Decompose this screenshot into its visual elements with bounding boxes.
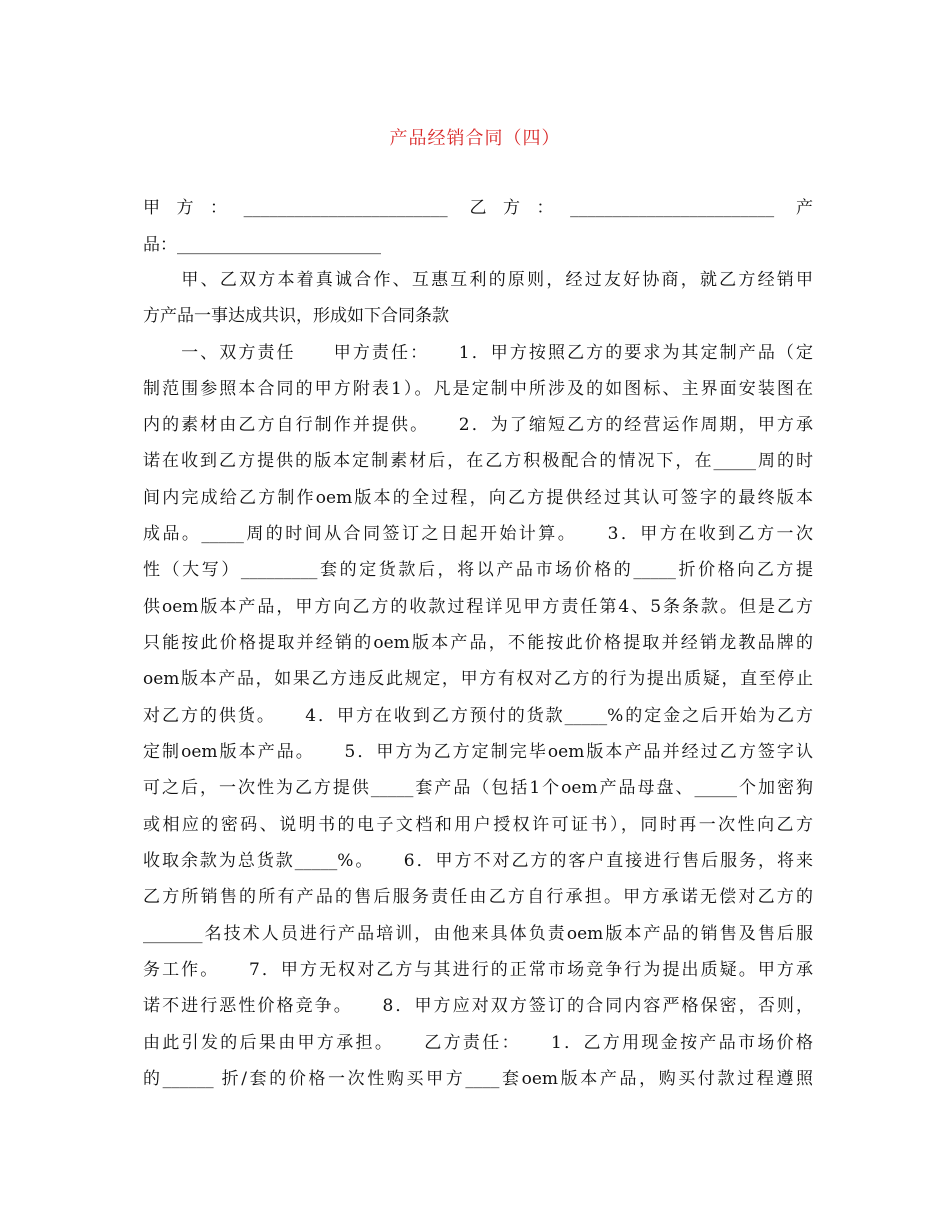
body-line: _______名技术人员进行产品培训，由他来具体负责oem版本产品的销售及售后服 (143, 924, 813, 944)
body-line: 由此引发的后果由甲方承担。 乙方责任： 1．乙方用现金按产品市场价格 (143, 1033, 813, 1053)
body-line: 制范围参照本合同的甲方附表1）。凡是定制中所涉及的如图标、主界面安装图在 (143, 379, 813, 399)
body-line: 乙方所销售的所有产品的售后服务责任由乙方自行承担。甲方承诺无偿对乙方的 (143, 887, 813, 907)
body-line: 或相应的密码、说明书的电子文档和用户授权许可证书），同时再一次性向乙方 (143, 815, 813, 835)
body-line: 成品。_____周的时间从合同签订之日起开始计算。 3．甲方在收到乙方一次 (143, 524, 813, 544)
body-line: 供oem版本产品，甲方向乙方的收款过程详见甲方责任第4、5条条款。但是乙方 (143, 597, 813, 617)
body-line: 定制oem版本产品。 5．甲方为乙方定制完毕oem版本产品并经过乙方签字认 (143, 742, 813, 762)
body-line: oem版本产品，如果乙方违反此规定，甲方有权对乙方的行为提出质疑，直至停止 (143, 669, 813, 689)
body-line: 内的素材由乙方自行制作并提供。 2．为了缩短乙方的经营运作周期，甲方承 (143, 415, 813, 435)
body-line: 诺不进行恶性价格竞争。 8．甲方应对双方签订的合同内容严格保密，否则， (143, 996, 813, 1016)
body-line: 一、双方责任 甲方责任： 1．甲方按照乙方的要求为其定制产品（定 (143, 343, 813, 363)
document-title: 产品经销合同（四） (389, 128, 561, 149)
body-line: 对乙方的供货。 4．甲方在收到乙方预付的货款_____%的定金之后开始为乙方 (143, 706, 813, 726)
body-line: 间内完成给乙方制作oem版本的全过程，向乙方提供经过其认可签字的最终版本 (143, 488, 813, 508)
body-line: 收取余款为总货款_____%。 6．甲方不对乙方的客户直接进行售后服务，将来 (143, 851, 813, 871)
body-line: 甲、乙双方本着真诚合作、互惠互利的原则，经过友好协商，就乙方经销甲 (143, 270, 813, 290)
party-line-1: 甲方：________________________ 乙方：________________________ 产 (143, 198, 813, 218)
body-line: 可之后，一次性为乙方提供_____套产品（包括1个oem产品母盘、_____个加密狗 (143, 778, 813, 798)
body-line: 务工作。 7．甲方无权对乙方与其进行的正常市场竞争行为提出质疑。甲方承 (143, 960, 813, 980)
body-line: 诺在收到乙方提供的版本定制素材后，在乙方积极配合的情况下，在_____周的时 (143, 451, 813, 471)
party-line-2: 品：________________________ (143, 235, 381, 255)
body-line: 只能按此价格提取并经销的oem版本产品，不能按此价格提取并经销龙教品牌的 (143, 633, 813, 653)
body-line: 性（大写）_________套的定货款后，将以产品市场价格的_____折价格向乙方提 (143, 560, 813, 580)
body-line: 的______ 折/套的价格一次性购买甲方____套oem版本产品，购买付款过程遵照 (143, 1069, 813, 1089)
body-line: 方产品一事达成共识，形成如下合同条款 (143, 306, 449, 326)
